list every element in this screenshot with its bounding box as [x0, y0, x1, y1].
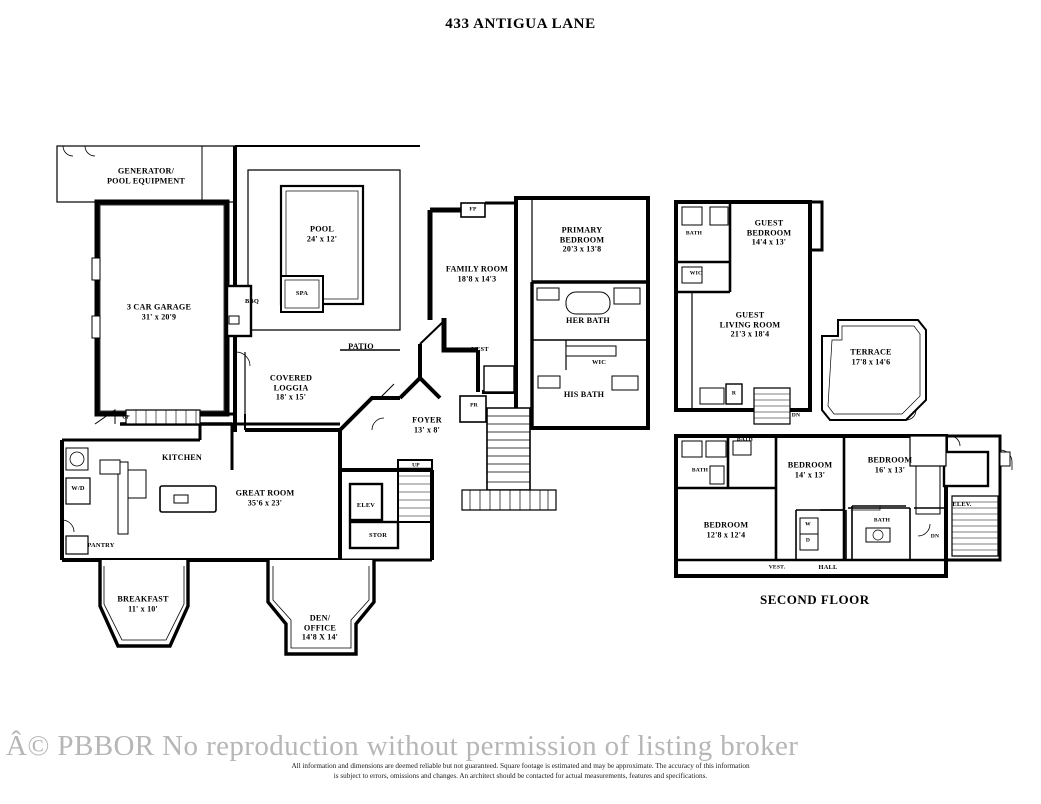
room-family-room: FAMILY ROOM 18'8 x 14'3	[445, 264, 509, 284]
room-foyer: FOYER 13' x 8'	[412, 415, 442, 435]
room-guest-bedroom: GUEST BEDROOM 14'4 x 13'	[746, 218, 792, 247]
stair-down-right: DN	[930, 533, 940, 540]
room-pool: POOL 24' x 12'	[306, 224, 338, 244]
disclaimer-line-2: is subject to errors, omissions and changes. An architect should be contacted for actual measurements, features and specifications.	[333, 771, 708, 780]
room-elevator-second: ELEV.	[952, 501, 972, 509]
room-terrace: TERRACE 17'8 x 14'6	[850, 347, 892, 367]
room-great-room: GREAT ROOM 35'6 x 23'	[235, 488, 295, 508]
room-breakfast: BREAKFAST 11' x 10'	[117, 594, 169, 614]
room-wic-primary: WIC	[591, 359, 607, 367]
room-washer-dryer: W/D	[71, 485, 85, 493]
room-guest-bath: BATH	[685, 230, 703, 237]
room-hall: HALL	[818, 564, 838, 572]
room-generator-pool-equipment: GENERATOR/ POOL EQUIPMENT	[106, 166, 186, 185]
room-guest-living-room: GUEST LIVING ROOM 21'3 x 18'4	[719, 310, 781, 339]
room-pantry: PANTRY	[87, 542, 115, 550]
stair-up-foyer: UP	[412, 462, 420, 469]
room-bath-left: BATH	[691, 467, 709, 474]
room-elevator-first: ELEV	[356, 502, 376, 510]
room-patio: PATIO	[348, 342, 374, 352]
second-floor-title: SECOND FLOOR	[760, 592, 870, 607]
refrigerator-label: R	[731, 390, 737, 397]
room-her-bath: HER BATH	[566, 316, 610, 326]
room-spa: SPA	[295, 290, 309, 298]
room-den-office: DEN/ OFFICE 14'8 X 14'	[301, 613, 339, 642]
room-bedroom-14x13: BEDROOM 14' x 13'	[787, 460, 833, 480]
room-guest-wic: WIC	[689, 270, 703, 277]
copyright-watermark: Â© PBBOR No reproduction without permission of listing broker	[6, 730, 799, 762]
room-bath-center: BATH	[873, 517, 891, 524]
disclaimer	[0, 762, 1041, 781]
washer-label: W	[805, 521, 811, 528]
fireplace-label: FP	[469, 206, 477, 213]
room-bedroom-128x124: BEDROOM 12'8 x 12'4	[703, 520, 749, 540]
room-covered-loggia: COVERED LOGGIA 18' x 15'	[269, 373, 313, 402]
dryer-label: D	[805, 537, 811, 544]
room-vestibule: VEST	[471, 346, 489, 354]
room-storage: STOR	[368, 532, 388, 540]
room-vestibule-second: VEST.	[768, 564, 786, 571]
stair-up-kitchen: UP	[122, 414, 130, 421]
room-bbq: BBQ	[244, 298, 260, 306]
page-title: 433 ANTIGUA LANE	[445, 16, 596, 32]
stair-down-guest: DN	[791, 412, 801, 419]
room-kitchen: KITCHEN	[161, 453, 203, 463]
room-bath-upper-left: BATH	[736, 436, 754, 443]
room-primary-bedroom: PRIMARY BEDROOM 20'3 x 13'8	[559, 225, 605, 254]
disclaimer-line-1: All information and dimensions are deemed reliable but not guaranteed. Square footage is estimated and may be approximate. The accuracy of this information	[291, 762, 750, 770]
room-three-car-garage: 3 CAR GARAGE 31' x 20'9	[126, 302, 192, 322]
room-powder-room: PR	[470, 402, 478, 409]
room-his-bath: HIS BATH	[563, 390, 605, 400]
room-bedroom-16x13: BEDROOM 16' x 13'	[867, 455, 913, 475]
